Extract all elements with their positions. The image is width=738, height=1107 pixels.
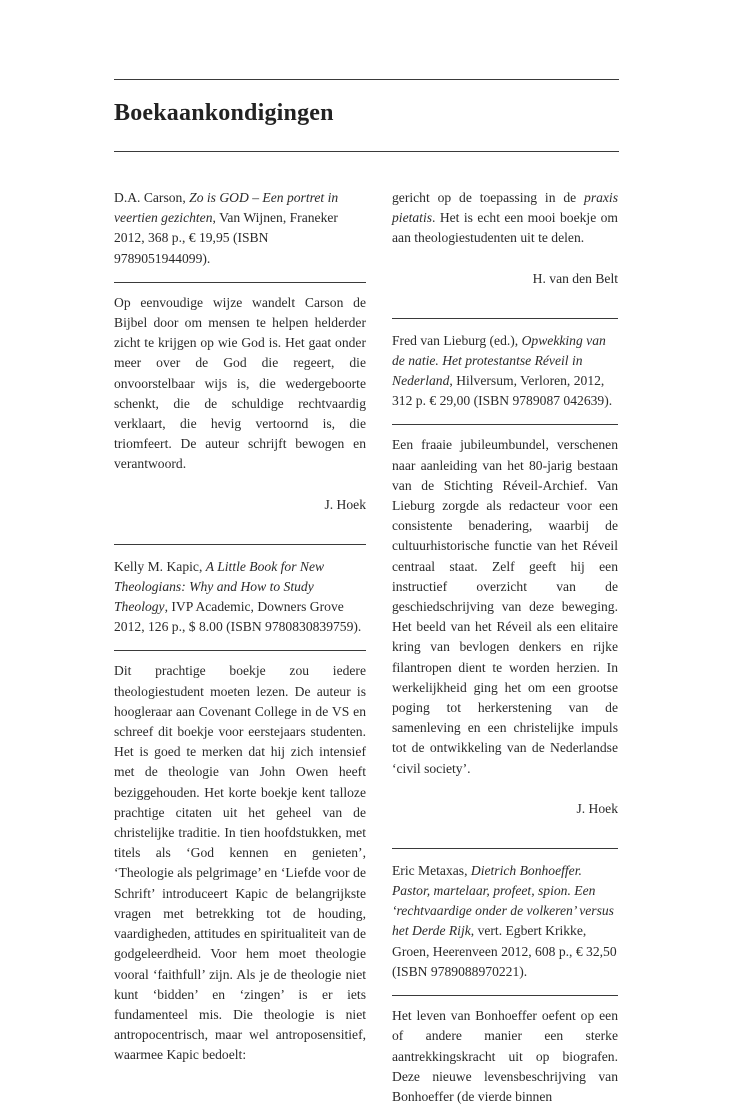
review-4-separator (392, 995, 618, 996)
continuation-text: gericht op de toepassing in de praxis pietatis. Het is echt een mooi boekje om aan theologiestudenten uit te delen. (392, 190, 618, 246)
review-4-top-rule (392, 848, 618, 849)
review-1-separator (114, 282, 366, 283)
review-1-signature: J. Hoek (324, 496, 366, 512)
review-3-signature: J. Hoek (576, 800, 618, 816)
review-2-body: Dit prachtige boekje zou iedere theologiestudent moeten lezen. De auteur is hoogleraar aan Covenant College in de VS en schreef dit boekje voor eerstejaars studenten. Het is goed te merken dat hij zich intensief met de theologie van John Owen heeft beziggehouden. Het korte boekje kent talloze prachtige citaten uit het geheel van de christelijke traditie. In tien hoofdstukken, met titels als ‘God kennen en genieten’, ‘Theologie als pelgrimage’ en ‘Liefde voor de Schrift’ introduceert Kapic de belangrijkste vragen met betrekking tot de houding, vaardigheden, attitudes en spiritualiteit van de godgeleerdheid. Voor hem moet theologie vooral ‘faithfull’ zijn. Als je de theologie niet kunt ‘bidden’ en ‘zingen’ is er iets fundamenteel mis. Die theologie is niet antropocentrisch, maar wel antroposensitief, waarmee Kapic bedoelt: (114, 663, 366, 1063)
page-title: Boekaankondigingen (114, 100, 334, 126)
review-1-bibliography: D.A. Carson, Zo is GOD – Een portret in veertien gezichten, Van Wijnen, Franeker 2012, 368 p., € 19,95 (ISBN 9789051944099). (114, 190, 339, 266)
title-rule (114, 151, 619, 152)
left-column (114, 188, 366, 1066)
review-3-bibliography: Fred van Lieburg (ed.), Opwekking van de natie. Het protestantse Réveil in Nederland, Hilversum, Verloren, 2012, 312 p. € 29,00 (ISBN 9789087 042639). (392, 332, 613, 409)
review-4-body: Het leven van Bonhoeffer oefent op een of andere manier een sterke aantrekkingskracht uit op biografen. Deze nieuwe levensbeschrijving van Bonhoeffer (de vierde binnen (392, 1008, 618, 1104)
top-rule (114, 79, 619, 80)
review-4-bibliography: Eric Metaxas, Dietrich Bonhoeffer. Pastor, martelaar, profeet, spion. Een ‘rechtvaardige onder de volkeren’ versus het Derde Rijk, vert. Egbert Krikke, Groen, Heerenveen 2012, 608 p., € 32,50 (ISBN 9789088970221). (392, 862, 617, 979)
review-3-separator (392, 424, 618, 425)
continuation-signature: H. van den Belt (532, 270, 618, 286)
review-2-top-rule (114, 544, 366, 545)
review-2-separator (114, 650, 366, 651)
review-1-body: Op eenvoudige wijze wandelt Carson de Bijbel door om mensen te helpen helderder zicht te krijgen op wie God is. Het gaat onder meer over de God die regeert, die onvoorstelbaar wijs is, die wedergeboorte schenkt, die de schuldige rechtvaardig verklaart, die hevig vertoornd is, die triomfeert. De auteur schrijft bewogen en verantwoord. (114, 294, 366, 472)
review-3-top-rule (392, 318, 618, 319)
right-column (366, 188, 618, 1107)
review-2-bibliography: Kelly M. Kapic, A Little Book for New Theologians: Why and How to Study Theology, IVP Academic, Downers Grove 2012, 126 p., $ 8.00 (ISBN 9780830839759). (114, 558, 362, 635)
review-3-body: Een fraaie jubileumbundel, verschenen naar aanleiding van het 80-jarig bestaan van de Stichting Réveil-Archief. Van Lieburg zorgde als redacteur voor een consistente benadering, waarbij de cultuurhistorische functie van het Réveil centraal staat. Zelf geeft hij een instructief overzicht van de geschiedschrijving van deze beweging. Het beeld van het Réveil als een elitaire kring van bevlogen denkers en rijke filantropen dient te worden herzien. In werkelijkheid ging het om een grootse poging tot herkerstening van de samenleving en een christelijke impuls tot de ontwikkeling van de Nederlandse ‘civil society’. (392, 437, 618, 776)
